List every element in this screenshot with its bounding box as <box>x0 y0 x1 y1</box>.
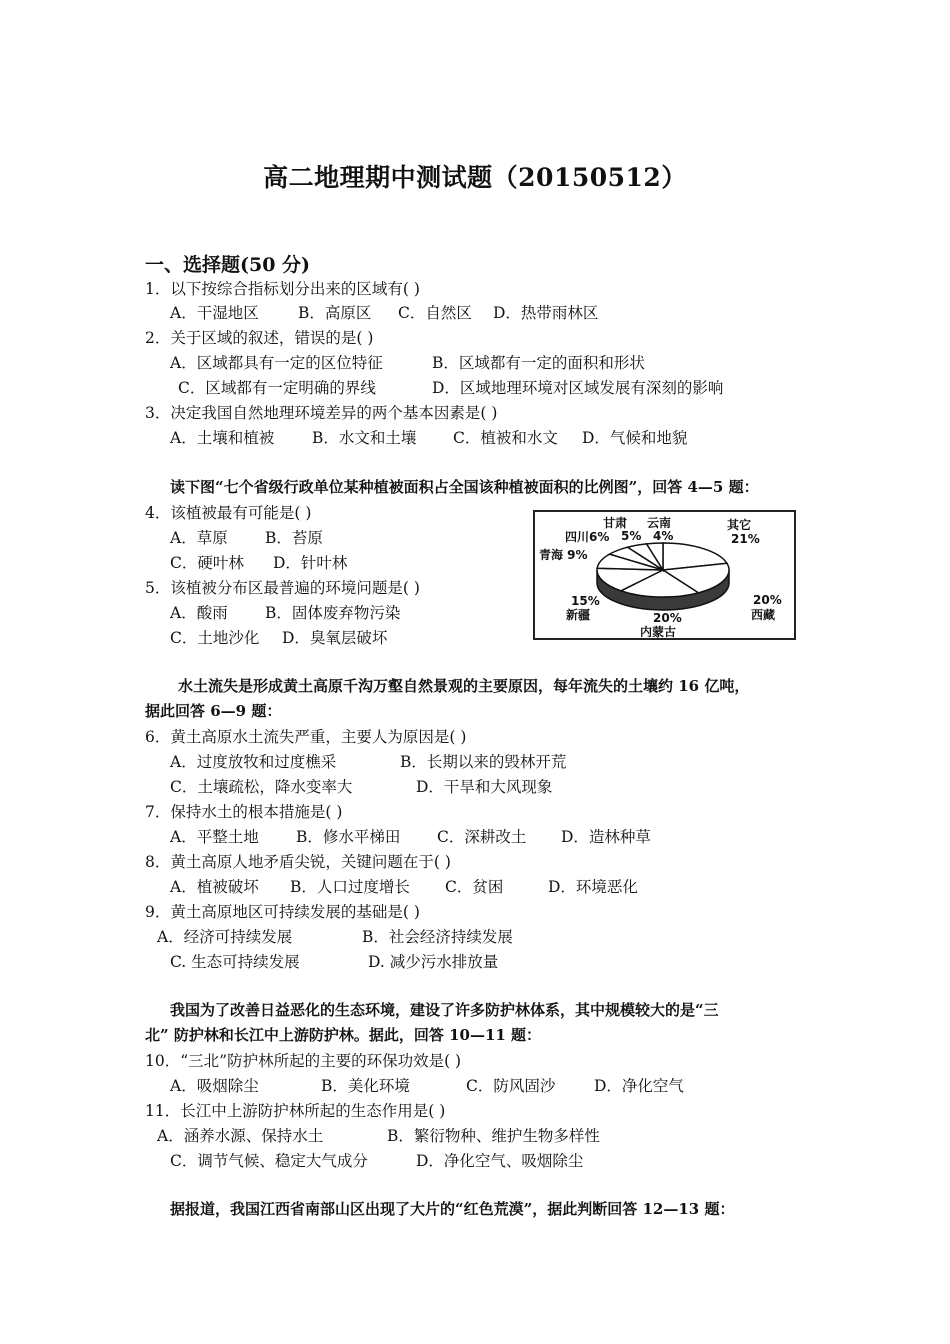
q5-option-c: C．土地沙化 <box>170 629 260 647</box>
q5-option-a: A．酸雨 <box>170 604 228 622</box>
label-qinghai: 青海 9% <box>539 548 588 562</box>
q8-option-b: B．人口过度增长 <box>290 878 410 896</box>
q11-option-c: C．调节气候、稳定大气成分 <box>170 1152 368 1170</box>
q2-option-b: B．区域都有一定的面积和形状 <box>432 354 645 372</box>
q10-option-c: C．防风固沙 <box>466 1077 556 1095</box>
label-sichuan: 四川6% <box>565 530 610 544</box>
question-1: 1．以下按综合指标划分出来的区域有( ) <box>145 280 420 298</box>
question-2: 2．关于区域的叙述，错误的是( ) <box>145 329 374 347</box>
q3-option-a: A．土壤和植被 <box>170 429 275 447</box>
reading-prompt-12-13: 据报道，我国江西省南部山区出现了大片的“红色荒漠”，据此判断回答 12—13 题： <box>170 1200 735 1218</box>
q4-option-b: B．苔原 <box>265 529 323 547</box>
label-yunnan-pct: 4% <box>653 529 674 543</box>
label-gansu: 甘肃 <box>603 516 628 530</box>
question-5: 5．该植被分布区最普遍的环境问题是( ) <box>145 579 420 597</box>
reading-prompt-6-9-line1: 水土流失是形成黄土高原千沟万壑自然景观的主要原因，每年流失的土壤约 16 亿吨， <box>178 677 750 695</box>
q7-option-a: A．平整土地 <box>170 828 259 846</box>
q7-option-b: B．修水平梯田 <box>296 828 401 846</box>
q4-option-d: D．针叶林 <box>273 554 348 572</box>
q2-option-c: C．区域都有一定明确的界线 <box>178 379 376 397</box>
label-xinjiang-pct: 15% <box>571 594 600 608</box>
q1-option-c: C．自然区 <box>398 304 472 322</box>
q9-option-a: A．经济可持续发展 <box>157 928 293 946</box>
label-qita: 其它 <box>727 518 752 532</box>
q6-option-d: D．干旱和大风现象 <box>416 778 553 796</box>
q9-option-d: D. 减少污水排放量 <box>368 953 499 971</box>
q5-option-b: B．固体废弃物污染 <box>265 604 401 622</box>
q10-option-b: B．美化环境 <box>321 1077 410 1095</box>
q8-option-d: D．环境恶化 <box>548 878 638 896</box>
q6-option-a: A．过度放牧和过度樵采 <box>170 753 337 771</box>
question-4: 4．该植被最有可能是( ) <box>145 504 312 522</box>
q1-option-b: B．高原区 <box>298 304 372 322</box>
reading-prompt-10-11-line2: 北” 防护林和长江中上游防护林。据此，回答 10—11 题： <box>145 1026 542 1044</box>
reading-prompt-10-11-line1: 我国为了改善日益恶化的生态环境，建设了许多防护林体系，其中规模较大的是“三 <box>170 1001 719 1019</box>
q6-option-b: B．长期以来的毁林开荒 <box>400 753 567 771</box>
q2-option-d: D．区域地理环境对区域发展有深刻的影响 <box>432 379 724 397</box>
question-10: 10．“三北”防护林所起的主要的环保功效是( ) <box>145 1052 462 1070</box>
q3-option-b: B．水文和土壤 <box>312 429 417 447</box>
q3-option-d: D．气候和地貌 <box>582 429 688 447</box>
label-yunnan: 云南 <box>647 516 672 530</box>
question-8: 8．黄土高原人地矛盾尖锐，关键问题在于( ) <box>145 853 451 871</box>
q8-option-a: A．植被破坏 <box>170 878 259 896</box>
q10-option-d: D．净化空气 <box>594 1077 684 1095</box>
q7-option-d: D．造林种草 <box>561 828 651 846</box>
q9-option-c: C. 生态可持续发展 <box>170 953 300 971</box>
question-9: 9．黄土高原地区可持续发展的基础是( ) <box>145 903 420 921</box>
q1-option-d: D．热带雨林区 <box>493 304 599 322</box>
label-neimenggu-pct: 20% <box>653 611 682 625</box>
q9-option-b: B．社会经济持续发展 <box>362 928 513 946</box>
question-6: 6．黄土高原水土流失严重，主要人为原因是( ) <box>145 728 467 746</box>
label-xinjiang: 新疆 <box>566 608 591 622</box>
q3-option-c: C．植被和水文 <box>453 429 558 447</box>
page-title: 高二地理期中测试题（20150512） <box>263 163 687 192</box>
pie-chart-svg <box>535 512 794 638</box>
label-qita-pct: 21% <box>731 532 760 546</box>
label-xizang-pct: 20% <box>753 593 782 607</box>
q10-option-a: A．吸烟除尘 <box>170 1077 259 1095</box>
q6-option-c: C．土壤疏松，降水变率大 <box>170 778 353 796</box>
question-11: 11．长江中上游防护林所起的生态作用是( ) <box>145 1102 446 1120</box>
label-gansu-pct: 5% <box>621 529 642 543</box>
question-3: 3．决定我国自然地理环境差异的两个基本因素是( ) <box>145 404 498 422</box>
q8-option-c: C．贫困 <box>445 878 504 896</box>
q1-option-a: A．干湿地区 <box>170 304 259 322</box>
label-xizang: 西藏 <box>751 608 776 622</box>
q2-option-a: A．区域都具有一定的区位特征 <box>170 354 383 372</box>
label-neimenggu: 内蒙古 <box>640 625 677 638</box>
section-heading: 一、选择题(50 分) <box>145 254 311 276</box>
q11-option-d: D．净化空气、吸烟除尘 <box>416 1152 584 1170</box>
q11-option-a: A．涵养水源、保持水土 <box>157 1127 324 1145</box>
question-7: 7．保持水土的根本措施是( ) <box>145 803 343 821</box>
q4-option-a: A．草原 <box>170 529 228 547</box>
q5-option-d: D．臭氧层破坏 <box>282 629 388 647</box>
q4-option-c: C．硬叶林 <box>170 554 244 572</box>
reading-prompt-6-9-line2: 据此回答 6—9 题： <box>145 702 282 720</box>
vegetation-pie-chart <box>533 510 796 640</box>
q11-option-b: B．繁衍物种、维护生物多样性 <box>387 1127 600 1145</box>
reading-prompt-4-5: 读下图“七个省级行政单位某种植被面积占全国该种植被面积的比例图”，回答 4—5 题： <box>170 478 759 496</box>
q7-option-c: C．深耕改土 <box>437 828 527 846</box>
